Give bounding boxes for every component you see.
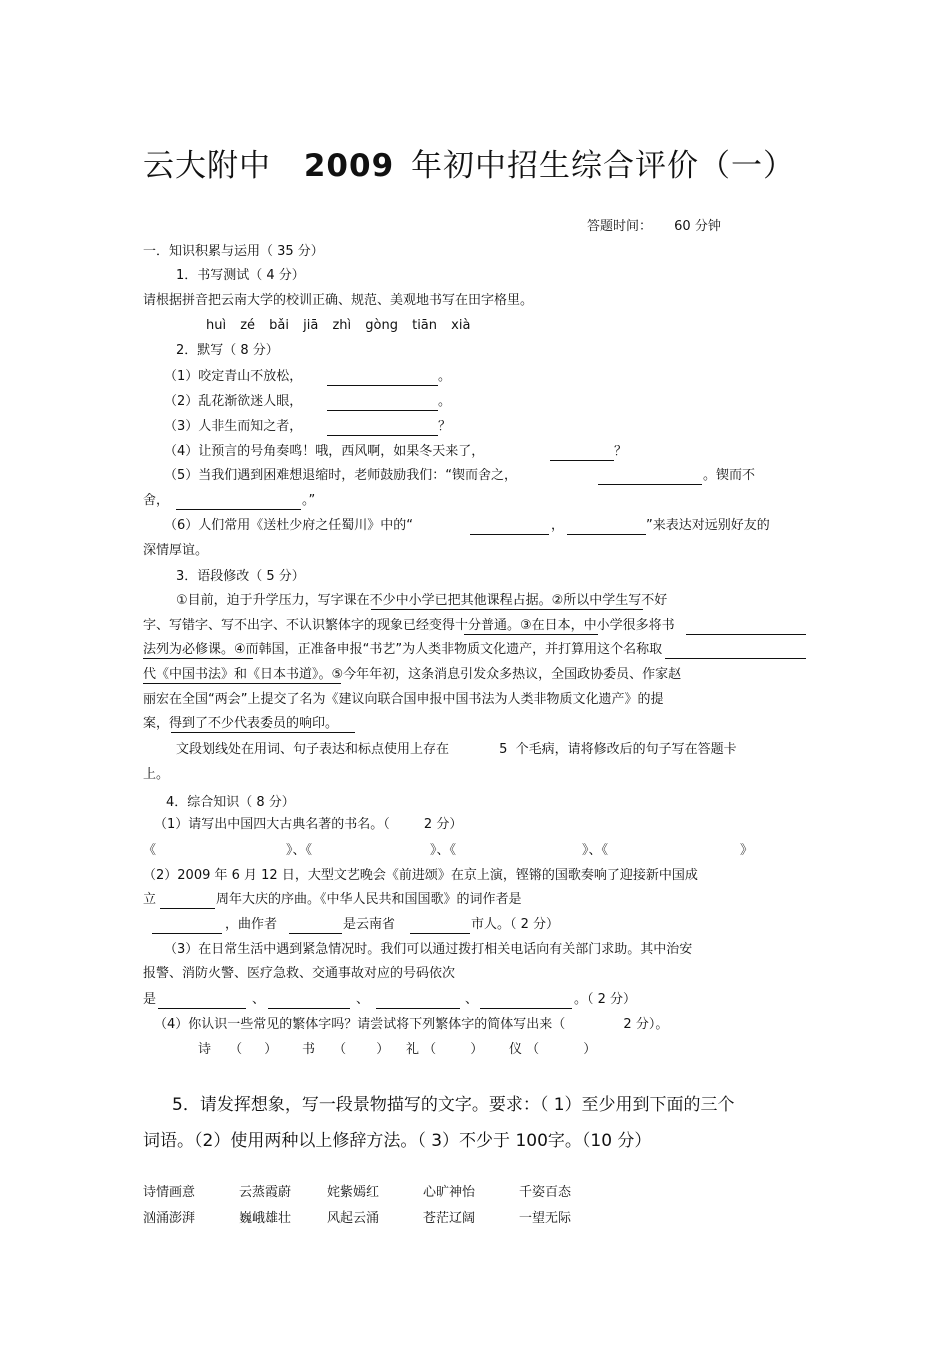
answer-blank[interactable] <box>480 1008 572 1009</box>
q3-note <box>176 742 737 758</box>
q4-p4-score: 2 分）。 <box>623 1017 669 1032</box>
page-title <box>143 147 795 185</box>
trad-item <box>198 1042 277 1058</box>
answer-blank[interactable] <box>550 460 614 461</box>
answer-blank[interactable] <box>376 1008 460 1009</box>
time-value: 60 分钟 <box>674 219 721 234</box>
end-mark: ？ <box>438 419 452 434</box>
word: 姹紫嫣红 <box>327 1185 380 1200</box>
q2-item-6-cont: ”来表达对远别好友的 <box>646 518 770 533</box>
underline-mark <box>464 634 598 635</box>
q4-p1-text: （1）请写出中国四大古典名著的书名。（ <box>154 817 390 832</box>
word: 云蒸霞蔚 <box>239 1185 292 1200</box>
section-heading: 一．知识积累与运用（ 35 分） <box>143 244 324 259</box>
q3-line-6: 案，得到了不少代表委员的响印。 <box>143 716 339 731</box>
trad-char: 书 <box>302 1042 316 1057</box>
trad-blank[interactable]: （ ） <box>423 1042 484 1057</box>
q4-p1 <box>154 817 462 833</box>
q4-p3b: 报警、消防火警、医疗急救、交通事故对应的号码依次 <box>143 966 456 981</box>
comma: ， <box>551 518 565 533</box>
word: 苍茫辽阔 <box>423 1211 476 1226</box>
q2-item-3: （3）人非生而知之者， <box>164 419 303 434</box>
q2-heading: 2．默写（ 8 分） <box>176 343 279 358</box>
q2-item-5-cont: 。锲而不 <box>703 468 756 483</box>
q2-item-1: （1）咬定青山不放松， <box>164 369 303 384</box>
q4-p2a: （2）2009 年 6 月 12 日，大型文艺晚会《前进颂》在京上演，铿锵的国歌奏响了迎接新中国成 <box>143 868 698 883</box>
title-year: 2009 <box>303 148 395 184</box>
trad-item <box>406 1042 483 1058</box>
trad-char: 仪 <box>509 1042 523 1057</box>
underline-mark <box>686 634 806 635</box>
word-list-row-1 <box>143 1185 571 1201</box>
q2-item-4: （4）让预言的号角奏鸣！哦，西风啊，如果冬天来了， <box>164 444 485 459</box>
word: 汹涌澎湃 <box>143 1211 196 1226</box>
word: 一望无际 <box>519 1211 572 1226</box>
q1-instruction: 请根据拼音把云南大学的校训正确、规范、美观地书写在田字格里。 <box>143 293 534 308</box>
time-label: 答题时间： <box>587 219 653 234</box>
word: 风起云涌 <box>327 1211 380 1226</box>
answer-blank[interactable] <box>410 933 470 934</box>
end-mark: ？ <box>614 444 628 459</box>
q2-item-2: （2）乱花渐欲迷人眼， <box>164 394 303 409</box>
q3-heading: 3．语段修改（ 5 分） <box>176 569 305 584</box>
q4-p2c-1: ，曲作者 <box>225 917 278 932</box>
q3-note-end: 上。 <box>143 767 170 782</box>
trad-blank[interactable]: （ ） <box>526 1042 597 1057</box>
word-list-row-2 <box>143 1211 571 1227</box>
q1-pinyin: huì zé bǎi jiā zhì gòng tiān xià <box>206 318 471 333</box>
underline-mark <box>171 732 355 733</box>
q4-p2c-2: 是云南省 <box>343 917 396 932</box>
q4-p2b-1: 立 <box>143 892 157 907</box>
q4-p3-end: 。（ 2 分） <box>574 992 637 1007</box>
sep: 、 <box>252 992 266 1007</box>
q2-item-5: （5）当我们遇到困难想退缩时，老师鼓励我们：“锲而舍之， <box>164 468 518 483</box>
q4-heading: 4．综合知识（ 8 分） <box>166 795 295 810</box>
answer-blank[interactable] <box>289 933 342 934</box>
answer-blank[interactable] <box>327 385 438 386</box>
word: 诗情画意 <box>143 1185 196 1200</box>
q2-item-6: （6）人们常用《送杜少府之任蜀川》中的“ <box>164 518 414 533</box>
underline-mark <box>371 609 643 610</box>
trad-item <box>302 1042 389 1058</box>
q3-line-4: 代《中国书法》和《日本书道》。⑤今年年初，这条消息引发众多热议，全国政协委员、作家赵 <box>143 667 682 682</box>
q3-note-a: 文段划线处在用词、句子表达和标点使用上存在 <box>176 742 450 757</box>
q3-note-num: 5 <box>499 742 508 757</box>
q4-p3a: （3）在日常生活中遇到紧急情况时。我们可以通过拨打相关电话向有关部门求助。其中治安 <box>164 942 693 957</box>
underline-mark <box>665 658 806 659</box>
book-bracket: 《 <box>143 843 157 858</box>
q3-line-3: 法列为必修课。④而韩国，正准备申报“书艺”为人类非物质文化遗产，并打算用这个名称取 <box>143 642 663 657</box>
q4-p3c: 是 <box>143 992 157 1007</box>
q4-p2c-3: 市人。（ 2 分） <box>471 917 560 932</box>
answer-blank[interactable] <box>327 435 438 436</box>
q4-p4-text: （4）你认识一些常见的繁体字吗？请尝试将下列繁体字的简体写出来（ <box>154 1017 566 1032</box>
trad-blank[interactable]: （ ） <box>229 1042 278 1057</box>
q4-p2b-2: 周年大庆的序曲。《中华人民共和国国歌》的词作者是 <box>216 892 522 907</box>
sep: 、 <box>465 992 479 1007</box>
q4-p1-score: 2 分） <box>423 817 463 832</box>
title-school: 云大附中 <box>143 148 271 184</box>
q3-line-2: 字、写错字、写不出字、不认识繁体字的现象已经变得十分普通。③在日本，中小学很多将书 <box>143 618 675 633</box>
answer-blank[interactable] <box>598 484 702 485</box>
trad-char: 礼 <box>406 1042 420 1057</box>
answer-blank[interactable] <box>327 410 438 411</box>
q1-heading: 1．书写测试（ 4 分） <box>176 268 305 283</box>
underline-mark <box>143 658 253 659</box>
q2-item-6-line2: 深情厚谊。 <box>143 543 209 558</box>
q5-line-2: 词语。（2）使用两种以上修辞方法。（ 3）不少于 100字。（10 分） <box>143 1131 652 1151</box>
q4-p4 <box>154 1017 668 1033</box>
q3-line-1: ①目前，迫于升学压力，写字课在不少中小学已把其他课程占据。②所以中学生写不好 <box>176 593 668 608</box>
trad-item <box>509 1042 596 1058</box>
answer-blank[interactable] <box>470 534 549 535</box>
answer-blank[interactable] <box>158 1008 246 1009</box>
answer-blank[interactable] <box>160 908 215 909</box>
sep: 、 <box>356 992 370 1007</box>
end-mark: 。 <box>438 394 452 409</box>
book-bracket: 》 <box>740 843 754 858</box>
q5-line-1: 5．请发挥想象，写一段景物描写的文字。要求：（ 1）至少用到下面的三个 <box>172 1095 735 1115</box>
word: 心旷神怡 <box>423 1185 476 1200</box>
answer-blank[interactable] <box>176 509 301 510</box>
q3-note-b: 个毛病，请将修改后的句子写在答题卡 <box>515 742 737 757</box>
q3-line-5: 丽宏在全国“两会”上提交了名为《建议向联合国申报中国书法为人类非物质文化遗产》的提 <box>143 692 664 707</box>
trad-char: 诗 <box>198 1042 212 1057</box>
answer-blank[interactable] <box>567 534 646 535</box>
book-bracket: 》、《 <box>582 843 609 858</box>
word: 千姿百态 <box>519 1185 572 1200</box>
end-mark: 。 <box>438 369 452 384</box>
book-bracket: 》、《 <box>286 843 313 858</box>
book-bracket: 》、《 <box>430 843 457 858</box>
answer-blank[interactable] <box>152 933 222 934</box>
trad-blank[interactable]: （ ） <box>333 1042 390 1057</box>
word: 巍峨雄壮 <box>239 1211 292 1226</box>
title-rest: 年初中招生综合评价（一） <box>411 148 795 184</box>
answer-time <box>587 219 721 235</box>
q2-item-5-end: 。” <box>302 493 316 508</box>
q2-item-5-line2: 舍， <box>143 493 170 508</box>
answer-blank[interactable] <box>268 1008 350 1009</box>
underline-mark <box>143 683 341 684</box>
